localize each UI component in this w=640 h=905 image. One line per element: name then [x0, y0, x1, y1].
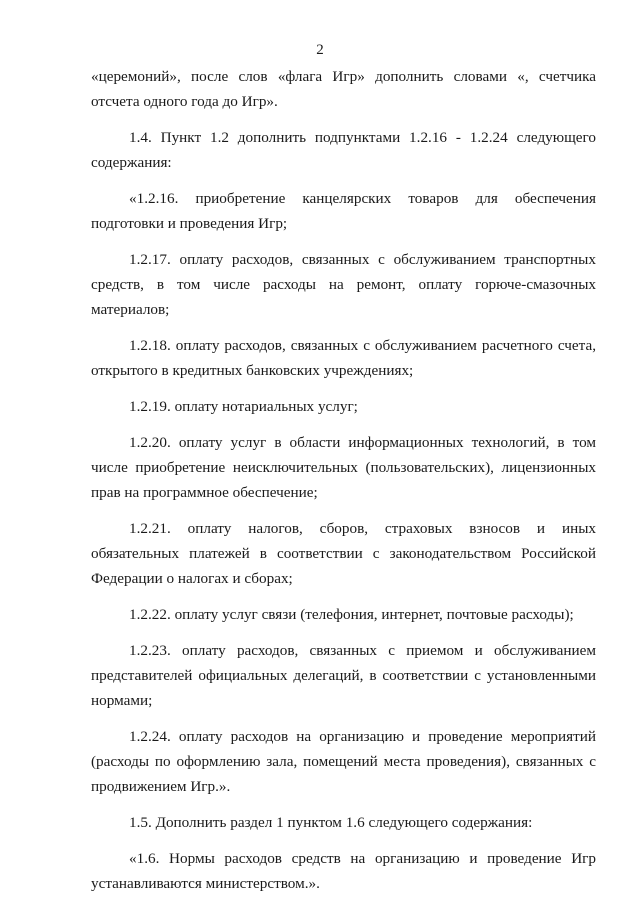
- paragraph-1-2-17: 1.2.17. оплату расходов, связанных с обслуживанием транспортных средств, в том числе расходы на ремонт, оплату горюче-смазочных материалов;: [91, 251, 596, 318]
- paragraph-1-2-24: 1.2.24. оплату расходов на организацию и проведение мероприятий (расходы по оформлению зала, помещений места проведения), связанных с продвижением Игр.».: [91, 728, 596, 795]
- paragraph-1-2-22: 1.2.22. оплату услуг связи (телефония, интернет, почтовые расходы);: [129, 606, 574, 623]
- paragraph-1-2-18: 1.2.18. оплату расходов, связанных с обслуживанием расчетного счета, открытого в кредитных банковских учреждениях;: [91, 337, 596, 379]
- paragraph-1-5: 1.5. Дополнить раздел 1 пунктом 1.6 следующего содержания:: [129, 814, 533, 831]
- paragraph-1-2-19: 1.2.19. оплату нотариальных услуг;: [129, 398, 358, 415]
- paragraph-continuation: «церемоний», после слов «флага Игр» дополнить словами «, счетчика отсчета одного года до Игр».: [91, 68, 596, 110]
- paragraph-1-2-21: 1.2.21. оплату налогов, сборов, страховых взносов и иных обязательных платежей в соответствии с законодательством Российской Федерации о налогах и сборах;: [91, 520, 596, 587]
- paragraph-1-2-16: «1.2.16. приобретение канцелярских товаров для обеспечения подготовки и проведения Игр;: [91, 190, 596, 232]
- page-number: 2: [316, 42, 324, 58]
- paragraph-1-2-20: 1.2.20. оплату услуг в области информационных технологий, в том числе приобретение неисключительных (пользовательских), лицензионных прав на программное обеспечение;: [91, 434, 596, 501]
- document-body: [91, 64, 596, 896]
- paragraph-1-2-23: 1.2.23. оплату расходов, связанных с приемом и обслуживанием представителей официальных делегаций, в соответствии с установленными нормами;: [91, 642, 596, 709]
- paragraph-1-6: «1.6. Нормы расходов средств на организацию и проведение Игр устанавливаются министерством.».: [91, 850, 596, 892]
- paragraph-1-4: 1.4. Пункт 1.2 дополнить подпунктами 1.2.16 - 1.2.24 следующего содержания:: [91, 129, 596, 171]
